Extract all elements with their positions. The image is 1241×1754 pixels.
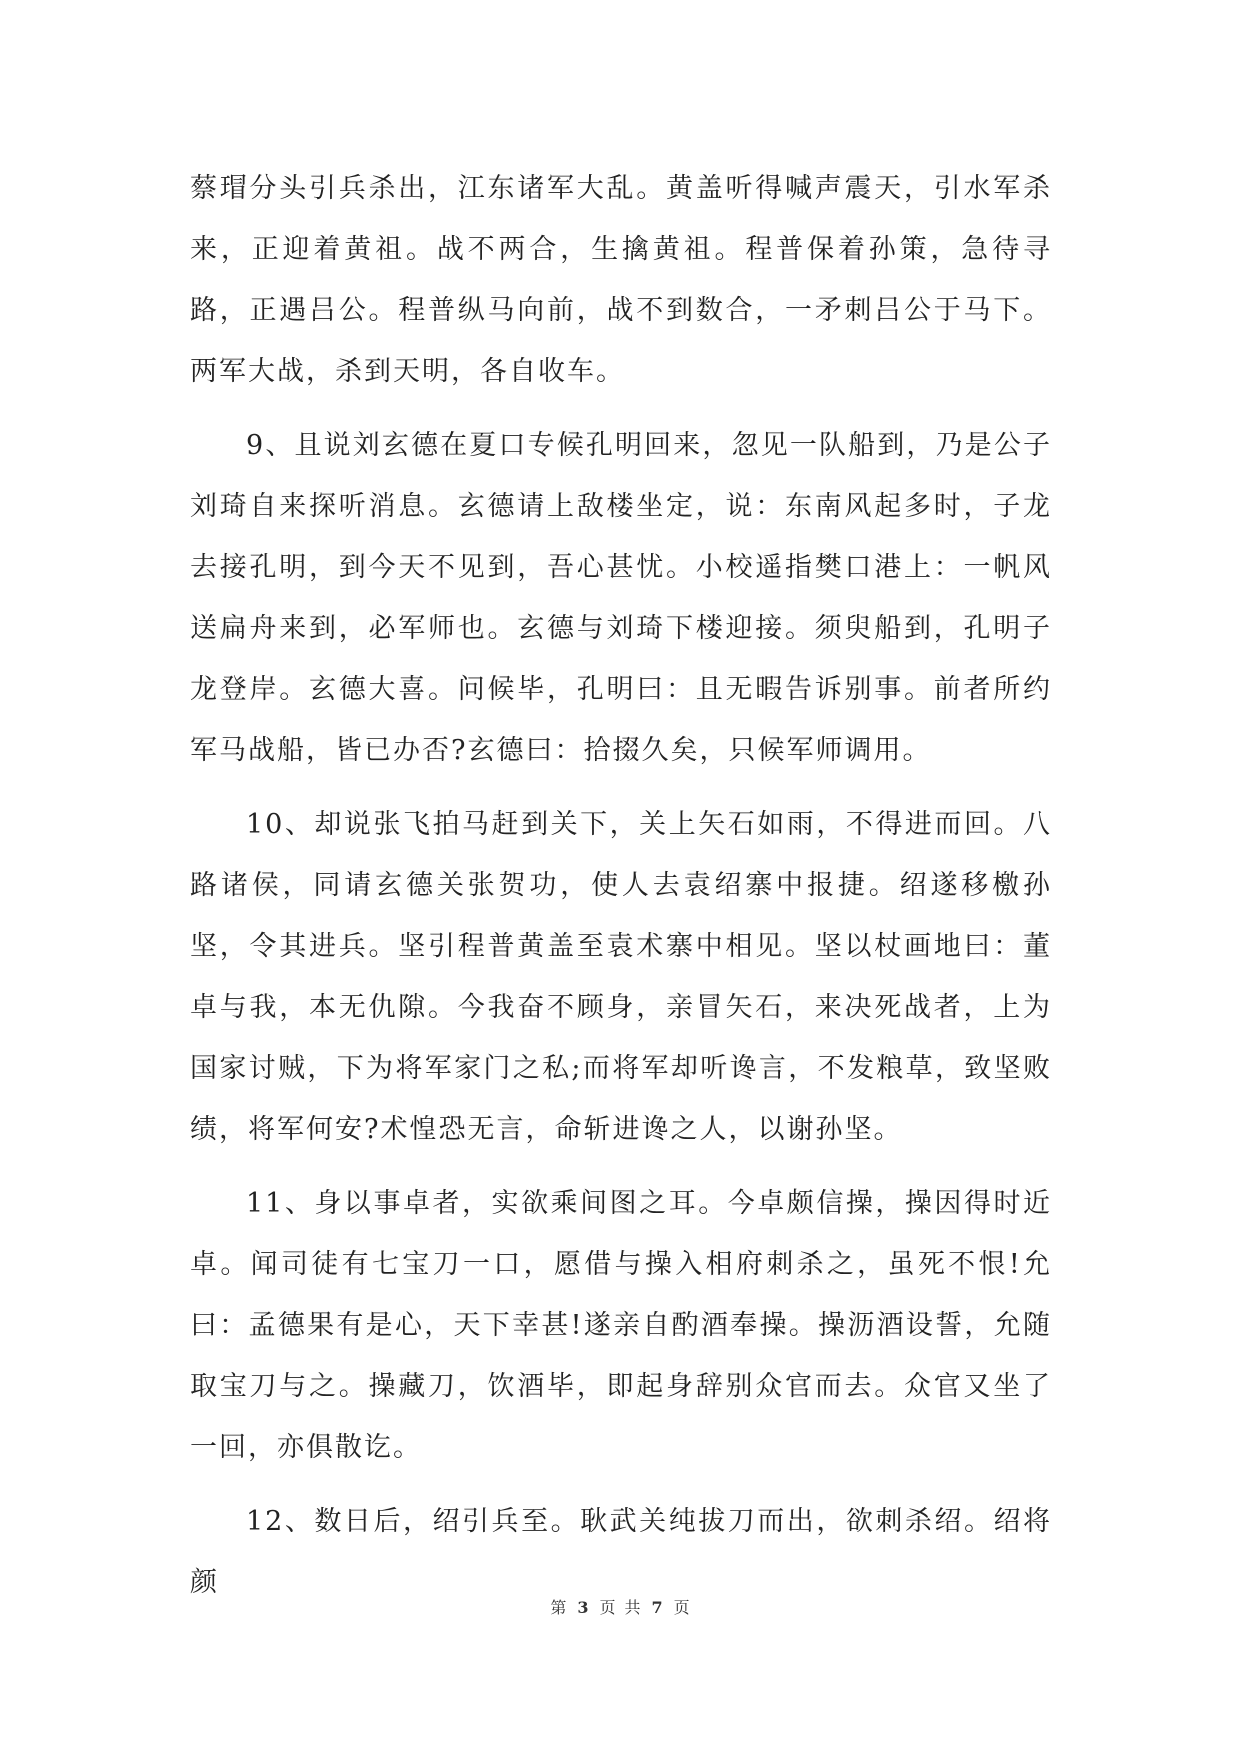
paragraph-12: 12、数日后，绍引兵至。耿武关纯拔刀而出，欲刺杀绍。绍将颜 [190, 1506, 1052, 1598]
footer-current-page: 3 [577, 1598, 590, 1617]
footer-total-pages: 7 [651, 1598, 664, 1617]
paragraph-11: 11、身以事卓者，实欲乘间图之耳。今卓颇信操，操因得时近卓。闻司徒有七宝刀一口，愿借与操入相府刺杀之，虽死不恨!允曰：孟德果有是心，天下幸甚!遂亲自酌酒奉操。操沥酒设誓，允随取宝刀与之。操藏刀，饮酒毕，即起身辞别众官而去。众官又坐了一回，亦俱散讫。 [190, 1188, 1052, 1463]
footer-label-ye-2: 页 [673, 1598, 691, 1617]
page-number-footer [0, 1595, 1241, 1618]
paragraph-continuation: 蔡瑁分头引兵杀出，江东诸军大乱。黄盖听得喊声震天，引水军杀来，正迎着黄祖。战不两合，生擒黄祖。程普保着孙策，急待寻路，正遇吕公。程普纵马向前，战不到数合，一矛刺吕公于马下。两军大战，杀到天明，各自收车。 [190, 173, 1052, 387]
footer-label-gong: 共 [624, 1598, 642, 1617]
document-body [190, 158, 1052, 1626]
footer-label-di: 第 [550, 1598, 568, 1617]
paragraph-10: 10、却说张飞拍马赶到关下，关上矢石如雨，不得进而回。八路诸侯，同请玄德关张贺功，使人去袁绍寨中报捷。绍遂移檄孙坚，令其进兵。坚引程普黄盖至袁术寨中相见。坚以杖画地曰：董卓与我，本无仇隙。今我奋不顾身，亲冒矢石，来决死战者，上为国家讨贼，下为将军家门之私;而将军却听谗言，不发粮草，致坚败绩，将军何安?术惶恐无言，命斩进谗之人，以谢孙坚。 [190, 809, 1052, 1145]
paragraph-9: 9、且说刘玄德在夏口专候孔明回来，忽见一队船到，乃是公子刘琦自来探听消息。玄德请上敌楼坐定，说：东南风起多时，子龙去接孔明，到今天不见到，吾心甚忧。小校遥指樊口港上：一帆风送扁舟来到，必军师也。玄德与刘琦下楼迎接。须臾船到，孔明子龙登岸。玄德大喜。问候毕，孔明曰：且无暇告诉别事。前者所约军马战船，皆已办否?玄德曰：拾掇久矣，只候军师调用。 [190, 430, 1052, 766]
footer-label-ye: 页 [599, 1598, 617, 1617]
